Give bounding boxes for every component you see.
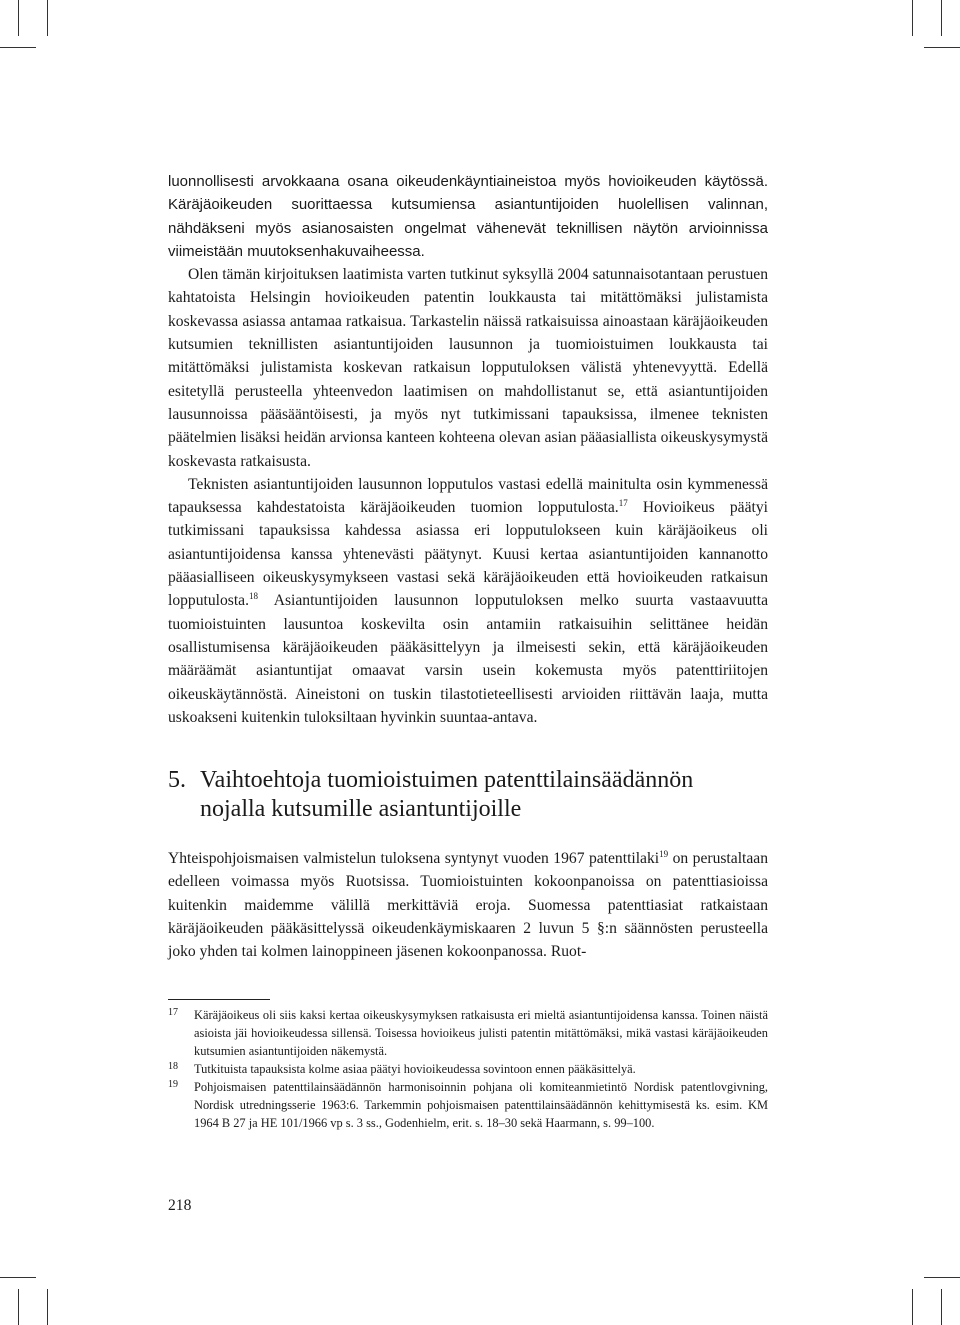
paragraph-continued: luonnollisesti arvokkaana osana oikeudenkäyntiaineistoa myös hovioikeuden käytössä. Käräjäoikeuden suorittaessa kutsumiensa asiantuntijoiden huolellisen valinnan, nähdäkseni myös asianosaisten ongelmat vähenevät teknillisen näytön arvioinnissa viimeistään muutoksenhakuvaiheessa. <box>168 173 768 260</box>
section-paragraph <box>168 847 768 963</box>
crop-mark <box>941 0 942 36</box>
footnote-number: 19 <box>168 1079 178 1090</box>
crop-mark <box>912 1289 913 1325</box>
results-text-a: Teknisten asiantuntijoiden lausunnon lopputulos vastasi edellä mainitulta osin kymmenessä tapauksessa kahdestatoista käräjäoikeuden tuomion lopputulosta. <box>168 475 768 517</box>
footnote-ref-18[interactable]: 18 <box>249 591 258 602</box>
section-text-a: Yhteispohjoismaisen valmistelun tuloksena syntynyt vuoden 1967 patenttilaki <box>168 850 660 867</box>
footnote-number: 17 <box>168 1007 178 1018</box>
footnote-ref-17[interactable]: 17 <box>618 497 628 508</box>
crop-mark <box>18 0 19 36</box>
crop-mark <box>47 0 48 36</box>
crop-mark <box>924 1277 960 1278</box>
footnote-text: Käräjäoikeus oli siis kaksi kertaa oikeuskysymyksen ratkaisusta eri mieltä asiantuntijoidensa kanssa. Toinen näistä asioista jäi hovioikeudessa sillensä. Toisessa hovioikeus julisti patentin mitättömäksi, mikä vastasi käräjäoikeuden kutsumien asiantuntijoiden näkemystä. <box>194 1008 768 1058</box>
footnotes <box>168 1006 768 1132</box>
footnote-text: Tutkituista tapauksista kolme asiaa päätyi hovioikeudessa sovintoon ennen pääkäsittelyä. <box>194 1062 636 1076</box>
footnote-19 <box>168 1078 768 1132</box>
crop-mark <box>924 47 960 48</box>
results-text-b: Hovioikeus päätyi tutkimissani tapauksissa kahdessa asiassa eri lopputulokseen kuin käräjäoikeus oli asiantuntijoidensa kanssa yhtenevästi päätynyt. Kuusi kertaa asiantuntijoiden kannanotto pääasialliseen oikeuskysymykseen vastasi sekä käräjäoikeuden että hovioikeuden ratkaisun lopputulosta. <box>168 499 768 610</box>
body-text <box>168 170 768 729</box>
footnote-text: Pohjoismaisen patenttilainsäädännön harmonisoinnin pohjana oli komiteanmietintö Nordisk patentlovgivning, Nordisk utredningsserie 1963:6. Tarkemmin pohjoismaisen patenttilainsäädännön kehittymisestä ks. esim. KM 1964 B 27 ja HE 101/1966 vp s. 3 ss., Godenhielm, erit. s. 18–30 sekä Haarmann, s. 99–100. <box>194 1080 768 1130</box>
section-text-b: on perustaltaan edelleen voimassa myös Ruotsissa. Tuomioistuinten kokoonpanoissa on patenttiasioissa kuitenkin maidemme välillä merkittäviä eroja. Suomessa patenttiasiat ratkaistaan käräjäoikeuden pääkäsittelyssä oikeudenkäymiskaaren 2 luvun 5 §:n säännösten perusteella joko yhden tai kolmen lainoppineen jäsenen kokoonpanossa. Ruot- <box>168 850 768 961</box>
footnote-ref-19[interactable]: 19 <box>659 848 669 859</box>
crop-mark <box>0 47 36 48</box>
footnote-divider <box>168 999 270 1000</box>
crop-mark <box>941 1289 942 1325</box>
section-title-line2: nojalla kutsumille asiantuntijoille <box>200 796 522 822</box>
footnote-number: 18 <box>168 1061 178 1072</box>
footnote-17 <box>168 1006 768 1060</box>
section-number: 5. <box>168 767 186 793</box>
section-title-line1: Vaihtoehtoja tuomioistuimen patenttilainsäädännön <box>200 767 694 793</box>
crop-mark <box>18 1289 19 1325</box>
crop-mark <box>0 1277 36 1278</box>
section-heading <box>168 766 768 824</box>
page-number: 218 <box>168 1197 192 1214</box>
footnote-18 <box>168 1060 768 1078</box>
results-text-c: Asiantuntijoiden lausunnon lopputuloksen melko suurta vastaavuutta tuomioistuinten lausuntoa koskevilta osin antamiin ratkaisuihin selittänee heidän osallistumisensa käräjäoikeuden pääkäsittelyyn ja ilmeisesti sekin, että käräjäoikeuden määräämät asiantuntijat omaavat varsin usein kokemusta myös patenttiriitojen oikeuskäytännöstä. Aineistoni on tuskin tilastotieteellisesti arvioiden riittävän laaja, mutta uskoakseni kuitenkin tuloksiltaan hyvinkin suuntaa-antava. <box>168 592 768 726</box>
section-body <box>168 847 768 963</box>
paragraph-results <box>168 473 768 729</box>
paragraph-sample-study: Olen tämän kirjoituksen laatimista varten tutkinut syksyllä 2004 satunnaisotantaan perustuen kahtatoista Helsingin hovioikeuden patentin loukkausta tai mitättömäksi julistamista koskevassa asiassa antamaa ratkaisua. Tarkastelin näissä ratkaisuissa ainoastaan käräjäoikeuden kutsumien teknillisten asiantuntijoiden lausunnon ja tuomioistuimen loukkausta tai mitättömäksi julistamista koskevan ratkaisun lopputuloksen välistä yhtenevyyttä. Edellä esitetyllä perusteella yhteenvedon laatimisen on mahdollistanut se, että asiantuntijoiden lausunnoissa pääsääntöisesti, ja myös nyt tutkimissani tapauksissa, ilmenee teknisten päätelmien lisäksi heidän arvionsa kanteen kohteena olevan asian pääasiallista oikeuskysymystä koskevasta ratkaisusta. <box>168 266 768 470</box>
crop-mark <box>912 0 913 36</box>
crop-mark <box>47 1289 48 1325</box>
